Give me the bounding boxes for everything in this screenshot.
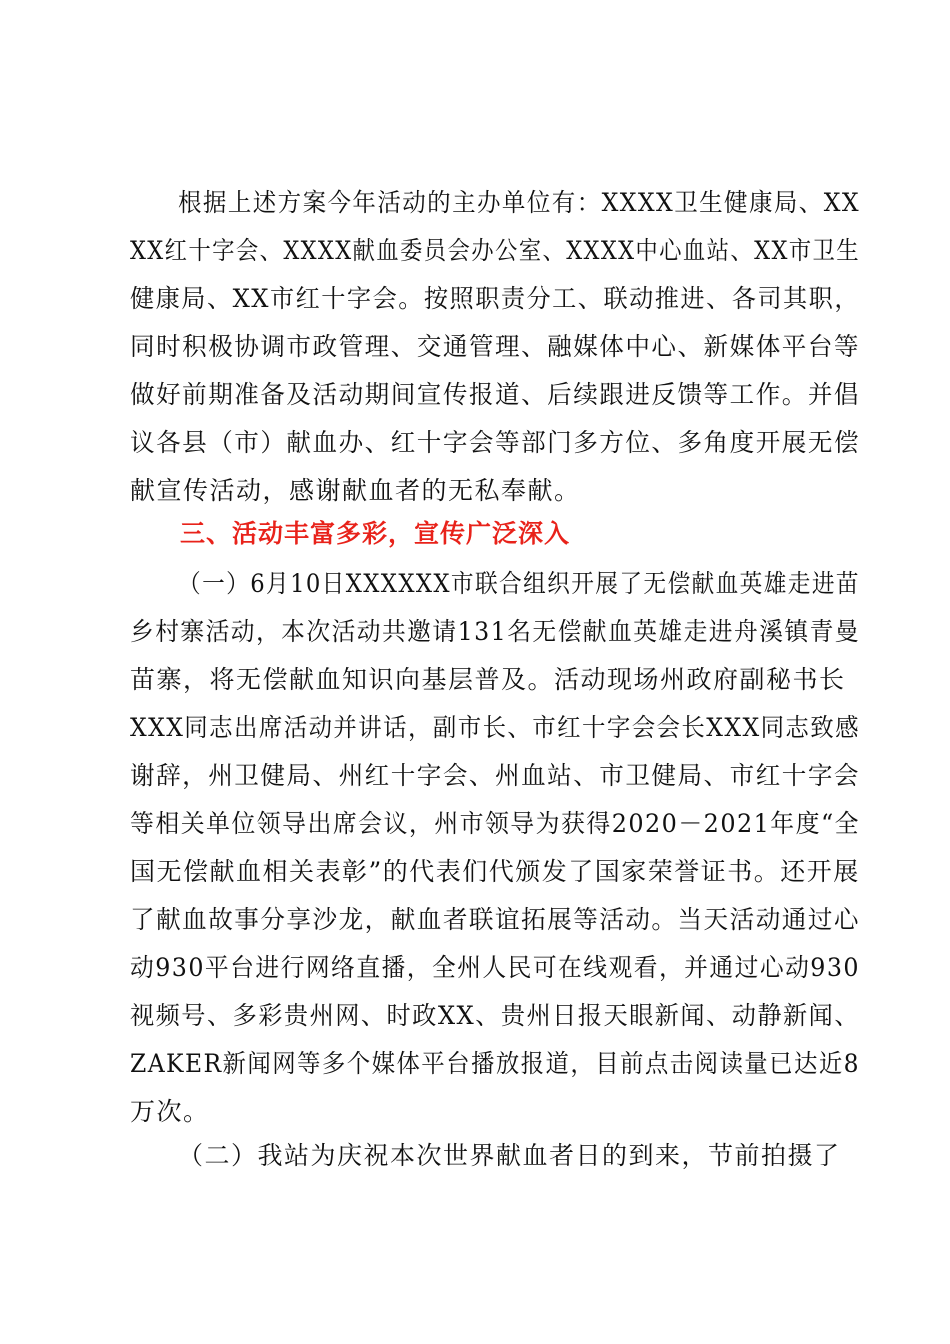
paragraph-line: 苗寨，将无偿献血知识向基层普及。活动现场州政府副秘书长 [130, 665, 846, 694]
paragraph-line: ZAKER新闻网等多个媒体平台播放报道，目前点击阅读量已达近8 [130, 1049, 860, 1078]
paragraph-line: 献宣传活动，感谢献血者的无私奉献。 [130, 476, 581, 505]
paragraph-line: 健康局、XX市红十字会。按照职责分工、联动推进、各司其职， [130, 284, 860, 313]
paragraph-line: XXX同志出席活动并讲话，副市长、市红十字会会长XXX同志致感 [130, 713, 860, 742]
paragraph-line: 万次。 [130, 1097, 210, 1126]
paragraph-line: 等相关单位领导出席会议，州市领导为获得2020－2021年度“全 [130, 809, 860, 838]
paragraph-line: 根据上述方案今年活动的主办单位有：XXXX卫生健康局、XX [178, 188, 860, 217]
paragraph-line: 谢辞，州卫健局、州红十字会、州血站、市卫健局、市红十字会 [130, 761, 860, 790]
paragraph-line: 视频号、多彩贵州网、时政XX、贵州日报天眼新闻、动静新闻、 [130, 1001, 860, 1030]
paragraph-line: XX红十字会、XXXX献血委员会办公室、XXXX中心血站、XX市卫生 [130, 236, 860, 265]
paragraph-line: 议各县（市）献血办、红十字会等部门多方位、多角度开展无偿 [130, 428, 860, 457]
paragraph-line: 同时积极协调市政管理、交通管理、融媒体中心、新媒体平台等 [130, 332, 860, 361]
paragraph-line: 了献血故事分享沙龙，献血者联谊拓展等活动。当天活动通过心 [130, 905, 860, 934]
paragraph-line: 动930平台进行网络直播，全州人民可在线观看，并通过心动930 [130, 953, 860, 982]
paragraph-line: 做好前期准备及活动期间宣传报道、后续跟进反馈等工作。并倡 [130, 380, 860, 409]
paragraph-line: 乡村寨活动，本次活动共邀请131名无偿献血英雄走进舟溪镇青曼 [130, 617, 860, 646]
paragraph-line: （一）6月10日XXXXXX市联合组织开展了无偿献血英雄走进苗 [178, 569, 860, 598]
paragraph-line: 国无偿献血相关表彰”的代表们代颁发了国家荣誉证书。还开展 [130, 857, 860, 886]
section-heading: 三、活动丰富多彩，宣传广泛深入 [180, 519, 571, 548]
paragraph-line: （二）我站为庆祝本次世界献血者日的到来，节前拍摄了 [178, 1141, 841, 1170]
